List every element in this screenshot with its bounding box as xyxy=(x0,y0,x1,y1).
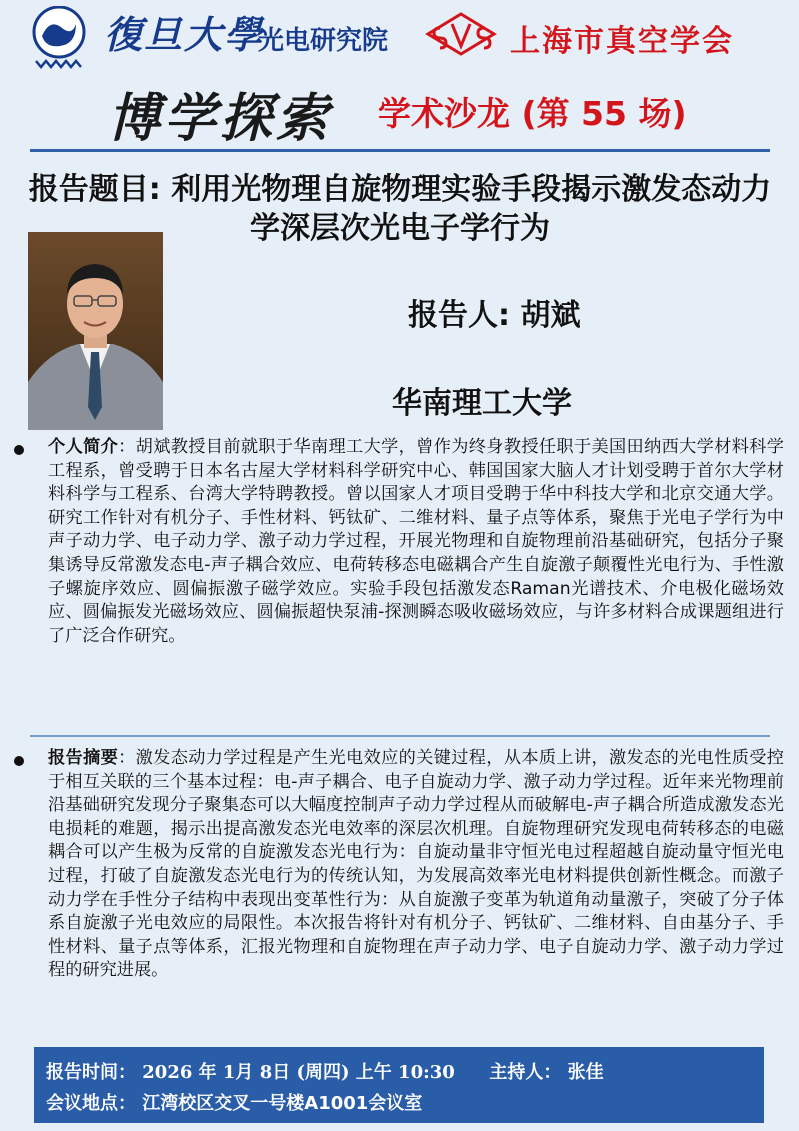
abstract-text xyxy=(48,747,784,983)
header xyxy=(0,0,799,150)
time-row xyxy=(46,1057,752,1088)
salon-title: 学术沙龙 (第 55 场) xyxy=(378,94,687,133)
venue-row xyxy=(46,1088,752,1119)
time-label: 报告时间： xyxy=(46,1062,136,1083)
brand-calligraphy: 博学探索 xyxy=(108,88,333,149)
event-info-box xyxy=(34,1047,764,1123)
abstract-label: 报告摘要 xyxy=(48,748,119,768)
institute-name: 光电研究院 xyxy=(258,26,389,56)
speaker-name: 报告人: 胡斌 xyxy=(408,298,581,333)
bio-label: 个人简介 xyxy=(48,437,119,457)
time-value: 2026 年 1月 8日 (周四) 上午 10:30 xyxy=(142,1062,455,1083)
bullet-icon xyxy=(14,756,24,766)
section-divider xyxy=(30,735,770,737)
header-divider xyxy=(30,149,770,152)
speaker-affiliation: 华南理工大学 xyxy=(392,386,572,421)
society-name: 上海市真空学会 xyxy=(510,24,734,59)
abstract-section xyxy=(14,747,784,983)
venue-value: 江湾校区交叉一号楼A1001会议室 xyxy=(142,1093,423,1114)
bullet-icon xyxy=(14,445,24,455)
host-value: 张佳 xyxy=(567,1062,604,1083)
bio-body: ：胡斌教授目前就职于华南理工大学，曾作为终身教授任职于美国田纳西大学材料科学工程系，曾受聘于日本名古屋大学材料科学研究中心、韩国国家大脑人才计划受聘于首尔大学材料科学与工程系、台湾大学特聘教授。曾以国家人才项目受聘于华中科技大学和北京交通大学。研究工作针对有机分子、手性材料、钙钛矿、二维材料、量子点等体系，聚焦于光电子学行为中声子动力学、电子动力学、激子动力学过程，开展光物理和自旋物理前沿基础研究，包括分子聚集诱导反常激发态电-声子耦合效应、电荷转移态电磁耦合产生自旋激子颠覆性光电行为、手性激子螺旋序效应、圆偏振激子磁学效应。实验手段包括激发态Raman光谱技术、介电极化磁场效应、圆偏振发光磁场效应、圆偏振超快泵浦-探测瞬态吸收磁场效应，与许多材料合成课题组进行了广泛合作研究。 xyxy=(48,437,784,646)
speaker-photo xyxy=(28,232,163,430)
bio-section xyxy=(14,436,784,648)
fudan-emblem-icon xyxy=(30,6,88,72)
abstract-body: ：激发态动力学过程是产生光电效应的关键过程，从本质上讲，激发态的光电性质受控于相互关联的三个基本过程：电-声子耦合、电子自旋动力学、激子动力学过程。近年来光物理前沿基础研究发现分子聚集态可以大幅度控制声子动力学过程从而破解电-声子耦合所造成激发态光电损耗的难题，揭示出提高激发态光电效率的深层次机理。自旋物理研究发现电荷转移态的电磁耦合可以产生极为反常的自旋激发态光电行为：自旋动量非守恒光电过程超越自旋动量守恒光电过程，打破了自旋激发态光电行为的传统认知，为发展高效率光电材料提供创新性概念。而激子动力学在手性分子结构中表现出变革性行为：从自旋激子变革为轨道角动量激子，突破了分子体系自旋激子光电效应的局限性。本次报告将针对有机分子、钙钛矿、二维材料、自由基分子、手性材料、量子点等体系，汇报光物理和自旋物理在声子动力学、电子自旋动力学、激子动力学过程的研究进展。 xyxy=(48,748,784,981)
host-label: 主持人： xyxy=(489,1062,562,1083)
university-name: 復旦大學 xyxy=(104,12,265,57)
talk-title: 报告题目: 利用光物理自旋物理实验手段揭示激发态动力学深层次光电子学行为 xyxy=(28,172,772,246)
bio-text xyxy=(48,436,784,648)
venue-label: 会议地点： xyxy=(46,1093,136,1114)
vacuum-society-logo-icon xyxy=(424,10,498,58)
